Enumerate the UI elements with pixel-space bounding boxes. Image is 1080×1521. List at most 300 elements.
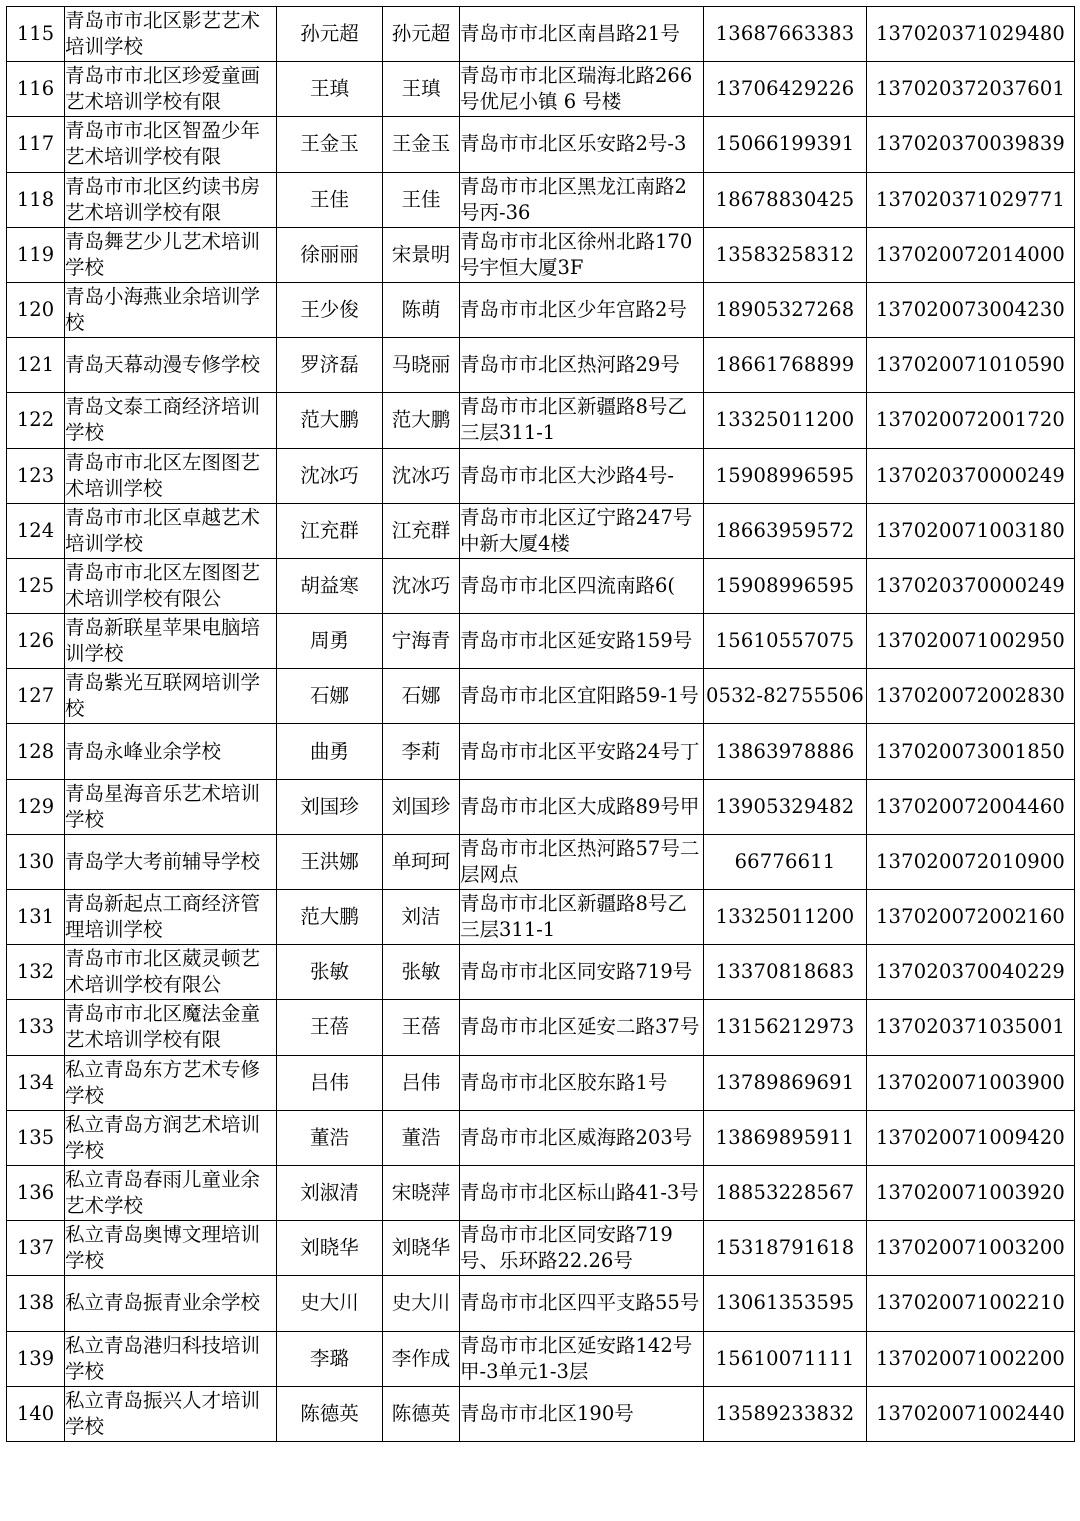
legal-representative-cell: [277, 62, 383, 117]
table-row: [7, 448, 1075, 503]
table-row: [7, 614, 1075, 669]
principal-text: 董浩: [401, 1125, 441, 1149]
legal-representative-text: 孙元超: [300, 22, 359, 46]
license-code-cell: [867, 338, 1075, 393]
row-number-cell: [7, 669, 65, 724]
row-number-cell: [7, 1110, 65, 1165]
school-name-cell: [65, 448, 277, 503]
row-number-text: 123: [16, 463, 55, 487]
phone-cell: [704, 62, 867, 117]
phone-text: 13589233832: [715, 1401, 855, 1425]
license-code-text: 137020371029480: [875, 22, 1066, 46]
license-code-text: 137020072002830: [875, 684, 1066, 708]
legal-representative-text: 周勇: [309, 629, 349, 653]
license-code-text: 137020370040229: [875, 960, 1066, 984]
school-name-cell: [65, 7, 277, 62]
row-number-text: 120: [16, 298, 55, 322]
principal-text: 宋景明: [391, 242, 451, 266]
address-text: 青岛市市北区新疆路8号乙三层311-1: [460, 892, 687, 942]
address-cell: [460, 393, 704, 448]
row-number-text: 119: [16, 242, 55, 266]
address-cell: [460, 724, 704, 779]
legal-representative-text: 王金玉: [300, 132, 359, 156]
school-name-cell: [65, 834, 277, 889]
phone-cell: [704, 779, 867, 834]
address-cell: [460, 282, 704, 337]
phone-cell: [704, 172, 867, 227]
school-name-text: 青岛星海音乐艺术培训学校: [65, 781, 261, 831]
phone-cell: [704, 227, 867, 282]
row-number-text: 140: [16, 1401, 55, 1425]
address-cell: [460, 1276, 704, 1331]
phone-cell: [704, 503, 867, 558]
principal-cell: [383, 614, 460, 669]
phone-text: 18678830425: [715, 187, 855, 211]
table-row: [7, 834, 1075, 889]
table-row: [7, 227, 1075, 282]
school-name-cell: [65, 172, 277, 227]
school-name-text: 青岛市市北区左图图艺术培训学校有限公: [65, 560, 261, 610]
phone-text: 13869895911: [715, 1125, 855, 1149]
legal-representative-cell: [277, 117, 383, 172]
school-name-text: 青岛舞艺少儿艺术培训学校: [65, 229, 261, 279]
row-number-text: 138: [16, 1291, 55, 1315]
phone-text: 0532-82755506: [705, 684, 865, 708]
address-text: 青岛市市北区标山路41-3号: [460, 1181, 699, 1205]
principal-cell: [383, 1000, 460, 1055]
address-cell: [460, 614, 704, 669]
principal-cell: [383, 393, 460, 448]
principal-cell: [383, 117, 460, 172]
legal-representative-cell: [277, 834, 383, 889]
principal-cell: [383, 62, 460, 117]
table-body: [7, 7, 1075, 1442]
principal-text: 沈冰巧: [391, 573, 451, 597]
phone-cell: [704, 1276, 867, 1331]
address-text: 青岛市市北区大沙路4号-: [460, 463, 674, 487]
school-name-text: 青岛新联星苹果电脑培训学校: [65, 616, 261, 666]
phone-cell: [704, 448, 867, 503]
principal-text: 江充群: [391, 518, 451, 542]
school-name-text: 私立青岛春雨儿童业余艺术学校: [65, 1168, 261, 1218]
legal-representative-text: 陈德英: [300, 1401, 359, 1425]
row-number-cell: [7, 1386, 65, 1441]
school-name-text: 青岛小海燕业余培训学校: [65, 285, 261, 335]
principal-text: 李作成: [391, 1346, 451, 1370]
principal-text: 王瑱: [401, 77, 441, 101]
phone-text: 15610557075: [715, 629, 855, 653]
phone-cell: [704, 393, 867, 448]
address-cell: [460, 890, 704, 945]
address-text: 青岛市市北区徐州北路170号宇恒大厦3F: [460, 229, 693, 279]
school-name-cell: [65, 503, 277, 558]
table-row: [7, 62, 1075, 117]
school-name-text: 青岛永峰业余学校: [65, 739, 222, 763]
table-row: [7, 7, 1075, 62]
phone-cell: [704, 945, 867, 1000]
principal-text: 王蓓: [401, 1015, 441, 1039]
address-cell: [460, 1386, 704, 1441]
school-name-cell: [65, 669, 277, 724]
phone-text: 13583258312: [715, 242, 855, 266]
address-text: 青岛市市北区宜阳路59-1号: [460, 684, 699, 708]
legal-representative-text: 罗济磊: [300, 353, 359, 377]
school-name-text: 青岛市市北区约读书房艺术培训学校有限: [65, 174, 261, 224]
license-code-cell: [867, 779, 1075, 834]
principal-cell: [383, 890, 460, 945]
principal-cell: [383, 503, 460, 558]
table-row: [7, 945, 1075, 1000]
legal-representative-text: 石娜: [309, 684, 349, 708]
school-name-text: 青岛市市北区珍爱童画艺术培训学校有限: [65, 64, 261, 114]
school-name-text: 私立青岛奥博文理培训学校: [65, 1223, 261, 1273]
address-text: 青岛市市北区辽宁路247号中新大厦4楼: [460, 505, 693, 555]
legal-representative-text: 董浩: [309, 1125, 349, 1149]
row-number-cell: [7, 1221, 65, 1276]
principal-text: 孙元超: [391, 22, 451, 46]
school-name-cell: [65, 1331, 277, 1386]
table-row: [7, 724, 1075, 779]
address-cell: [460, 945, 704, 1000]
principal-cell: [383, 558, 460, 613]
legal-representative-cell: [277, 945, 383, 1000]
row-number-cell: [7, 282, 65, 337]
row-number-text: 122: [16, 408, 55, 432]
row-number-cell: [7, 1000, 65, 1055]
school-name-cell: [65, 1110, 277, 1165]
address-text: 青岛市市北区190号: [460, 1401, 634, 1425]
license-code-text: 137020372037601: [875, 77, 1066, 101]
row-number-cell: [7, 393, 65, 448]
license-code-cell: [867, 117, 1075, 172]
legal-representative-cell: [277, 1055, 383, 1110]
table-row: [7, 1110, 1075, 1165]
row-number-cell: [7, 834, 65, 889]
license-code-cell: [867, 834, 1075, 889]
address-text: 青岛市市北区黑龙江南路2号丙-36: [460, 174, 687, 224]
license-code-text: 137020072010900: [875, 849, 1066, 873]
license-code-cell: [867, 448, 1075, 503]
address-text: 青岛市市北区延安路159号: [460, 629, 693, 653]
legal-representative-cell: [277, 724, 383, 779]
school-name-cell: [65, 227, 277, 282]
license-code-text: 137020071002440: [875, 1401, 1066, 1425]
phone-text: 13325011200: [715, 905, 855, 929]
row-number-cell: [7, 448, 65, 503]
legal-representative-text: 刘国珍: [300, 794, 359, 818]
school-name-text: 私立青岛振青业余学校: [65, 1291, 261, 1315]
school-name-cell: [65, 558, 277, 613]
legal-representative-cell: [277, 779, 383, 834]
address-cell: [460, 1110, 704, 1165]
license-code-cell: [867, 614, 1075, 669]
legal-representative-cell: [277, 448, 383, 503]
school-name-text: 青岛学大考前辅导学校: [65, 849, 261, 873]
table-row: [7, 503, 1075, 558]
school-name-cell: [65, 1055, 277, 1110]
phone-text: 13061353595: [715, 1291, 855, 1315]
school-name-text: 青岛市市北区卓越艺术培训学校: [65, 505, 261, 555]
phone-cell: [704, 1331, 867, 1386]
license-code-cell: [867, 62, 1075, 117]
row-number-cell: [7, 7, 65, 62]
phone-text: 13687663383: [715, 22, 855, 46]
legal-representative-cell: [277, 1165, 383, 1220]
license-code-text: 137020071009420: [875, 1125, 1066, 1149]
address-text: 青岛市市北区同安路719号、乐环路22.26号: [460, 1223, 673, 1273]
school-name-text: 青岛天幕动漫专修学校: [65, 353, 261, 377]
principal-cell: [383, 1110, 460, 1165]
school-name-text: 青岛市市北区葳灵顿艺术培训学校有限公: [65, 947, 261, 997]
address-cell: [460, 503, 704, 558]
license-code-cell: [867, 1000, 1075, 1055]
principal-cell: [383, 338, 460, 393]
principal-cell: [383, 1165, 460, 1220]
school-name-text: 私立青岛港归科技培训学校: [65, 1333, 261, 1383]
principal-cell: [383, 448, 460, 503]
phone-text: 13706429226: [715, 77, 855, 101]
row-number-text: 126: [16, 629, 55, 653]
row-number-cell: [7, 779, 65, 834]
license-code-cell: [867, 669, 1075, 724]
principal-cell: [383, 7, 460, 62]
table-row: [7, 890, 1075, 945]
phone-cell: [704, 7, 867, 62]
row-number-cell: [7, 172, 65, 227]
table-row: [7, 393, 1075, 448]
principal-text: 王金玉: [391, 132, 451, 156]
principal-cell: [383, 1276, 460, 1331]
license-code-text: 137020371029771: [875, 187, 1066, 211]
row-number-text: 134: [16, 1070, 55, 1094]
legal-representative-cell: [277, 393, 383, 448]
row-number-text: 132: [16, 960, 55, 984]
phone-cell: [704, 834, 867, 889]
legal-representative-cell: [277, 227, 383, 282]
school-name-cell: [65, 614, 277, 669]
principal-text: 范大鹏: [391, 408, 451, 432]
license-code-text: 137020072002160: [875, 905, 1066, 929]
legal-representative-cell: [277, 890, 383, 945]
table-row: [7, 117, 1075, 172]
principal-text: 陈德英: [391, 1401, 451, 1425]
license-code-text: 137020071003180: [875, 518, 1066, 542]
row-number-cell: [7, 1055, 65, 1110]
license-code-text: 137020371035001: [875, 1015, 1066, 1039]
address-cell: [460, 1221, 704, 1276]
address-cell: [460, 1000, 704, 1055]
phone-text: 13905329482: [715, 794, 855, 818]
school-name-cell: [65, 724, 277, 779]
address-cell: [460, 7, 704, 62]
row-number-cell: [7, 117, 65, 172]
school-name-text: 私立青岛振兴人才培训学校: [65, 1388, 261, 1438]
license-code-text: 137020370039839: [875, 132, 1066, 156]
legal-representative-cell: [277, 1276, 383, 1331]
address-cell: [460, 669, 704, 724]
legal-representative-cell: [277, 282, 383, 337]
principal-text: 史大川: [391, 1291, 451, 1315]
table-row: [7, 1276, 1075, 1331]
phone-text: 15908996595: [715, 463, 855, 487]
row-number-text: 125: [16, 573, 55, 597]
license-code-text: 137020072004460: [875, 794, 1066, 818]
legal-representative-cell: [277, 558, 383, 613]
legal-representative-cell: [277, 338, 383, 393]
school-name-cell: [65, 1221, 277, 1276]
phone-text: 18905327268: [715, 298, 855, 322]
phone-cell: [704, 724, 867, 779]
address-text: 青岛市市北区延安二路37号: [460, 1015, 700, 1039]
legal-representative-text: 徐丽丽: [300, 242, 359, 266]
license-code-cell: [867, 282, 1075, 337]
school-name-text: 青岛文泰工商经济培训学校: [65, 395, 261, 445]
address-text: 青岛市市北区热河路57号二层网点: [460, 836, 700, 886]
address-cell: [460, 834, 704, 889]
row-number-text: 131: [16, 905, 55, 929]
table-row: [7, 1331, 1075, 1386]
legal-representative-text: 王佳: [309, 187, 349, 211]
row-number-cell: [7, 1331, 65, 1386]
table-row: [7, 338, 1075, 393]
legal-representative-text: 王洪娜: [300, 849, 359, 873]
phone-cell: [704, 117, 867, 172]
row-number-cell: [7, 945, 65, 1000]
address-cell: [460, 779, 704, 834]
legal-representative-text: 江充群: [300, 518, 359, 542]
principal-text: 沈冰巧: [391, 463, 451, 487]
school-name-cell: [65, 282, 277, 337]
legal-representative-text: 沈冰巧: [300, 463, 359, 487]
row-number-text: 133: [16, 1015, 55, 1039]
phone-cell: [704, 1386, 867, 1441]
legal-representative-cell: [277, 1110, 383, 1165]
address-text: 青岛市市北区威海路203号: [460, 1125, 693, 1149]
license-code-text: 137020071010590: [875, 353, 1066, 377]
license-code-cell: [867, 1276, 1075, 1331]
school-name-cell: [65, 1000, 277, 1055]
row-number-text: 117: [16, 132, 55, 156]
school-name-cell: [65, 1386, 277, 1441]
principal-cell: [383, 282, 460, 337]
school-name-text: 青岛市市北区智盈少年艺术培训学校有限: [65, 119, 261, 169]
school-name-cell: [65, 117, 277, 172]
school-name-cell: [65, 338, 277, 393]
address-cell: [460, 1331, 704, 1386]
phone-text: 15066199391: [715, 132, 855, 156]
address-cell: [460, 227, 704, 282]
row-number-text: 130: [16, 849, 55, 873]
address-text: 青岛市市北区同安路719号: [460, 960, 693, 984]
legal-representative-text: 胡益寒: [300, 573, 359, 597]
row-number-text: 115: [16, 22, 55, 46]
phone-text: 66776611: [734, 849, 836, 873]
principal-text: 宋晓萍: [391, 1181, 451, 1205]
legal-representative-text: 史大川: [300, 1291, 359, 1315]
principal-cell: [383, 1221, 460, 1276]
legal-representative-text: 范大鹏: [300, 905, 359, 929]
license-code-cell: [867, 503, 1075, 558]
principal-text: 吕伟: [401, 1070, 441, 1094]
principal-text: 宁海青: [391, 629, 451, 653]
school-name-cell: [65, 890, 277, 945]
school-name-text: 私立青岛东方艺术专修学校: [65, 1057, 261, 1107]
row-number-text: 137: [16, 1236, 55, 1260]
legal-representative-text: 王蓓: [309, 1015, 349, 1039]
license-code-text: 137020072001720: [875, 408, 1066, 432]
address-text: 青岛市市北区大成路89号甲: [460, 794, 700, 818]
row-number-text: 121: [16, 353, 55, 377]
table-row: [7, 779, 1075, 834]
principal-text: 张敏: [401, 960, 441, 984]
table-row: [7, 1165, 1075, 1220]
address-cell: [460, 172, 704, 227]
address-text: 青岛市市北区延安路142号甲-3单元1-3层: [460, 1333, 693, 1383]
principal-text: 石娜: [401, 684, 441, 708]
address-text: 青岛市市北区胶东路1号: [460, 1070, 668, 1094]
legal-representative-text: 范大鹏: [300, 408, 359, 432]
row-number-text: 124: [16, 518, 55, 542]
license-code-text: 137020072014000: [875, 242, 1066, 266]
school-list-table: [6, 6, 1075, 1442]
license-code-cell: [867, 172, 1075, 227]
principal-text: 单珂珂: [391, 849, 451, 873]
row-number-cell: [7, 338, 65, 393]
row-number-text: 116: [16, 77, 55, 101]
legal-representative-text: 刘晓华: [300, 1236, 359, 1260]
address-text: 青岛市市北区瑞海北路266 号优尼小镇 6 号楼: [460, 64, 693, 114]
address-cell: [460, 1055, 704, 1110]
legal-representative-cell: [277, 614, 383, 669]
principal-cell: [383, 1386, 460, 1441]
legal-representative-cell: [277, 172, 383, 227]
legal-representative-cell: [277, 1386, 383, 1441]
legal-representative-text: 李璐: [309, 1346, 349, 1370]
address-cell: [460, 117, 704, 172]
license-code-cell: [867, 1055, 1075, 1110]
phone-text: 13370818683: [715, 960, 855, 984]
table-row: [7, 1000, 1075, 1055]
phone-cell: [704, 1000, 867, 1055]
phone-text: 18661768899: [715, 353, 855, 377]
row-number-cell: [7, 614, 65, 669]
principal-text: 刘洁: [401, 905, 441, 929]
license-code-cell: [867, 1165, 1075, 1220]
license-code-cell: [867, 1386, 1075, 1441]
address-text: 青岛市市北区热河路29号: [460, 353, 680, 377]
address-text: 青岛市市北区南昌路21号: [460, 22, 680, 46]
phone-cell: [704, 669, 867, 724]
row-number-cell: [7, 62, 65, 117]
license-code-text: 137020073004230: [875, 298, 1066, 322]
phone-text: 15610071111: [715, 1346, 855, 1370]
license-code-text: 137020071003920: [875, 1181, 1066, 1205]
school-name-cell: [65, 1165, 277, 1220]
license-code-cell: [867, 558, 1075, 613]
phone-text: 13325011200: [715, 408, 855, 432]
principal-text: 刘晓华: [391, 1236, 451, 1260]
legal-representative-text: 王少俊: [300, 298, 359, 322]
principal-text: 王佳: [401, 187, 441, 211]
phone-cell: [704, 890, 867, 945]
row-number-text: 129: [16, 794, 55, 818]
license-code-cell: [867, 1221, 1075, 1276]
school-name-cell: [65, 62, 277, 117]
address-cell: [460, 62, 704, 117]
row-number-text: 136: [16, 1181, 55, 1205]
table-row: [7, 1221, 1075, 1276]
table-row: [7, 172, 1075, 227]
